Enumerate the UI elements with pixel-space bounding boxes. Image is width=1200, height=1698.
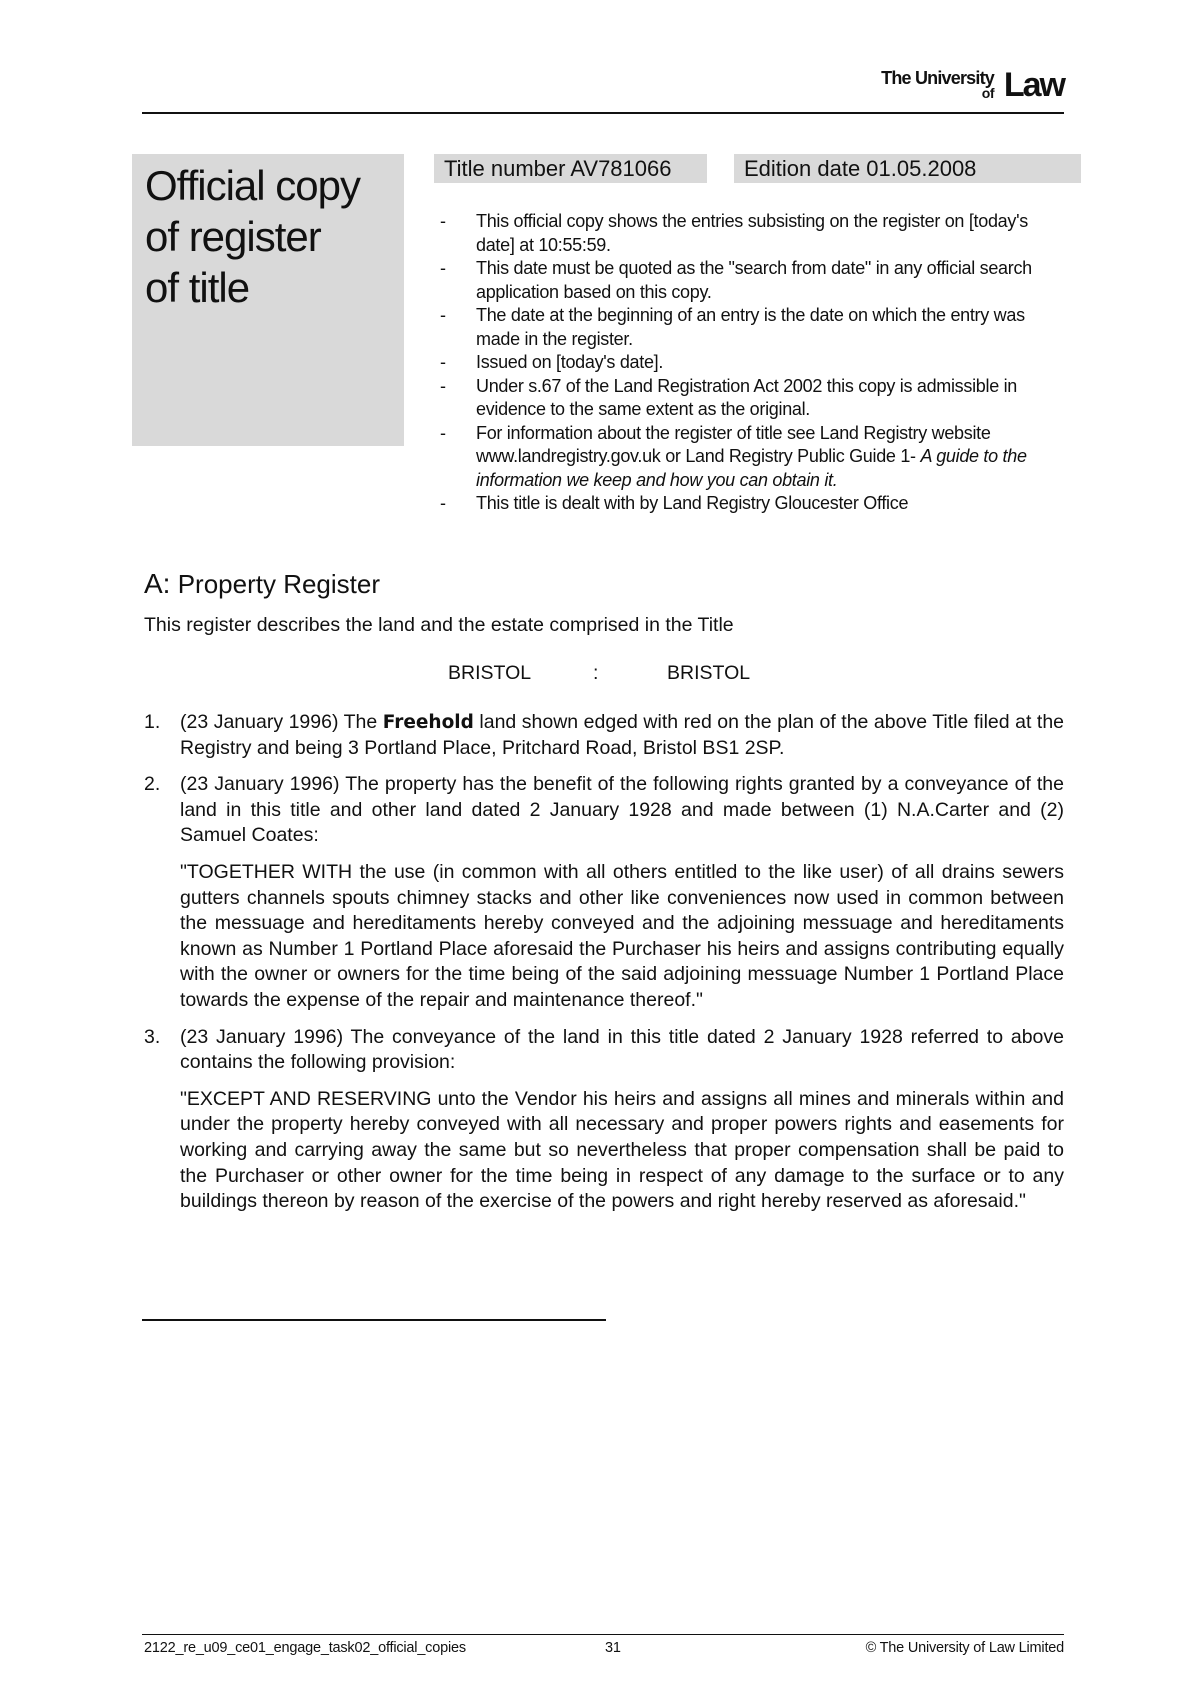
entry-text: (23 January 1996) The property has the benefit of the following rights granted by a conveyance of the land in this title and other land dated 2 January 1928 and made between (1) N.A.Carter and (2) Samuel Coates: xyxy=(180,773,1064,847)
district-name: BRISTOL xyxy=(667,662,751,684)
page-number: 31 xyxy=(605,1640,621,1656)
note-text: This official copy shows the entries subsisting on the register on [today's date] at 10:55:59. xyxy=(476,211,1028,255)
note-text: This date must be quoted as the "search from date" in any official search application based on this copy. xyxy=(476,258,1032,302)
footer-divider xyxy=(142,1634,1064,1635)
note-item xyxy=(440,351,1065,375)
note-item xyxy=(440,375,1065,422)
logo-line-1: The University xyxy=(881,68,994,88)
university-of-law-logo xyxy=(844,64,1064,106)
footer-filename: 2122_re_u09_ce01_engage_task02_official_copies xyxy=(144,1640,466,1656)
register-entry xyxy=(144,772,1064,1013)
section-letter: A: xyxy=(144,568,171,599)
note-dash: - xyxy=(440,352,446,372)
entry-text-continued: land shown edged with red on the plan of the above Title filed at the Registry and being 3 Portland Place, Pritchard Road, Bristol BS1 2SP. xyxy=(180,711,1065,759)
official-copy-title-box xyxy=(132,154,404,446)
section-heading xyxy=(144,568,380,600)
entry-number: 3. xyxy=(144,1025,161,1048)
register-entries-list xyxy=(144,710,1064,1226)
entry-number: 1. xyxy=(144,711,161,733)
section-title: Property Register xyxy=(177,569,381,599)
note-item xyxy=(440,304,1065,351)
note-dash: - xyxy=(440,305,446,325)
note-text: Issued on [today's date]. xyxy=(476,352,664,372)
end-of-register-divider xyxy=(142,1319,606,1321)
edition-date-label: Edition date 01.05.2008 xyxy=(734,154,1081,183)
section-description: This register describes the land and the estate comprised in the Title xyxy=(144,614,734,636)
entry-text: (23 January 1996) The conveyance of the land in this title dated 2 January 1928 referred to above contains the following provision: xyxy=(180,1025,1064,1074)
note-dash: - xyxy=(440,211,446,231)
title-number-label: Title number AV781066 xyxy=(434,154,707,183)
note-text: For information about the register of title see Land Registry website www.landregistry.gov.uk or Land Registry Public Guide 1- xyxy=(476,422,991,466)
entry-quotation: "EXCEPT AND RESERVING unto the Vendor his heirs and assigns all mines and minerals within and under the property hereby conveyed with all necessary and proper powers rights and easements for working and carrying away the same but so nevertheless that proper compensation shall be paid to the Purchaser or other owner for the time being in respect of any damage to the surface or to any buildings thereon by reason of the exercise of the powers and right hereby reserved as aforesaid." xyxy=(180,1087,1064,1213)
footer-copyright: © The University of Law Limited xyxy=(865,1640,1064,1656)
entry-number: 2. xyxy=(144,773,161,796)
note-text: The date at the beginning of an entry is the date on which the entry was made in the register. xyxy=(476,305,1025,349)
note-dash: - xyxy=(440,375,446,396)
register-entry xyxy=(144,710,1064,761)
note-text: Under s.67 of the Land Registration Act 2002 this copy is admissible in evidence to the same extent as the original. xyxy=(476,375,1018,419)
note-dash: - xyxy=(440,422,446,443)
header-divider xyxy=(142,112,1064,114)
note-dash: - xyxy=(440,258,446,278)
note-item xyxy=(440,422,1065,493)
public-guide-title: A guide to the information we keep and how you can obtain it. xyxy=(476,446,1027,490)
note-item xyxy=(440,257,1065,304)
note-item xyxy=(440,492,1065,516)
logo-line-3: Law xyxy=(1003,66,1064,104)
note-item xyxy=(440,210,1065,257)
document-title: Official copy of register of title xyxy=(145,162,360,311)
note-dash: - xyxy=(440,493,446,513)
register-notes-list xyxy=(440,210,1065,516)
estate-type: Freehold xyxy=(382,712,474,733)
entry-text: (23 January 1996) The xyxy=(180,711,383,733)
register-entry xyxy=(144,1025,1064,1215)
logo-line-2: of xyxy=(981,85,994,101)
note-text: This title is dealt with by Land Registry Gloucester Office xyxy=(476,493,909,513)
place-separator: : xyxy=(593,662,599,684)
entry-quotation: "TOGETHER WITH the use (in common with all others entitled to the like user) of all drains sewers gutters channels spouts chimney stacks and other like conveniences now used in common between the messuage and hereditaments hereby conveyed and the adjoining messuage and hereditaments known as Number 1 Portland Place aforesaid the Purchaser his heirs and assigns contributing equally with the owner or owners for the time being of the said adjoining messuage Number 1 Portland Place towards the expense of the repair and maintenance thereof." xyxy=(180,860,1064,1011)
county-name: BRISTOL xyxy=(448,662,532,684)
